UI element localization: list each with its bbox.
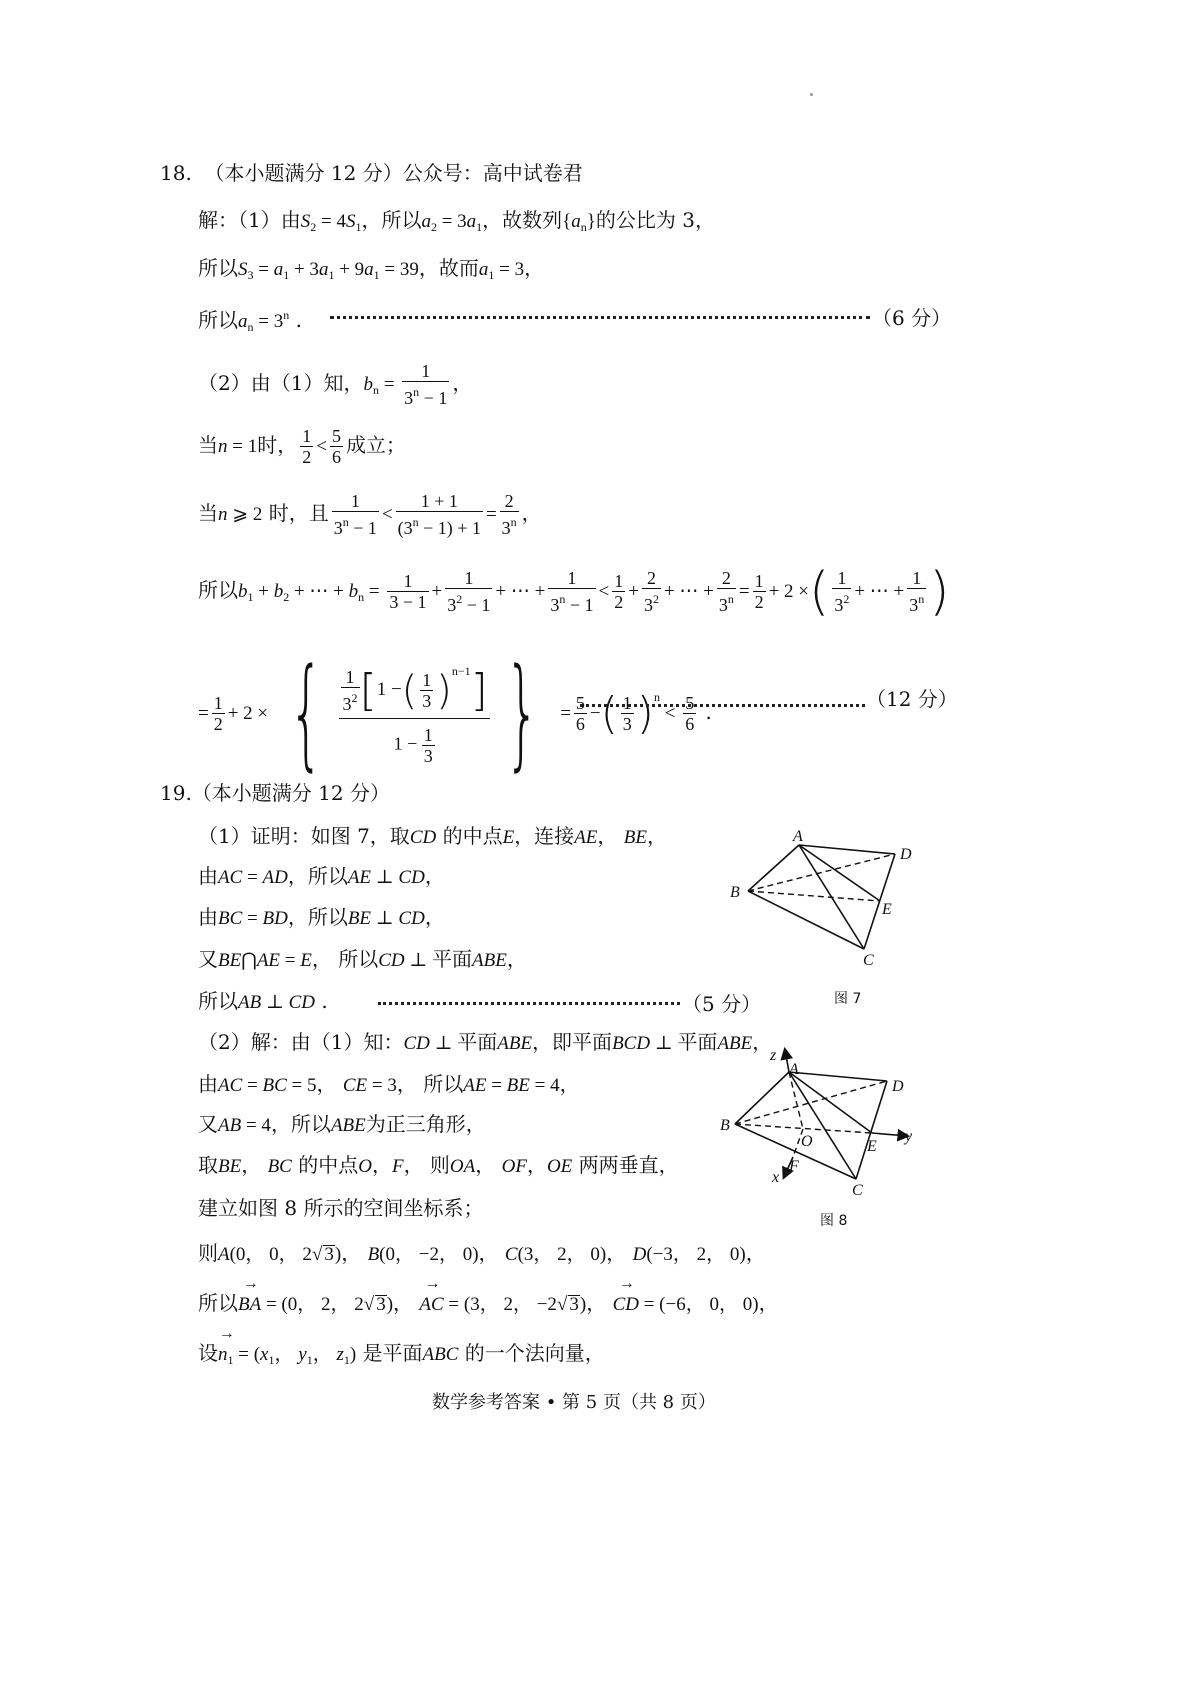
- q19-line-3: 由BC = BD，所以BE ⊥ CD，: [198, 905, 445, 929]
- fig8-label-C: C: [852, 1182, 863, 1199]
- q18-line-7: 所以$b_1 + b_2$ + ⋯ + $b_n$ = $\frac{1}{3 - 1}$ + $\frac{1}{3^2 - 1}$ + ⋯ + $\frac{1}{3^n - 1}$ < $\frac{1}{2}$ + $\frac{2}{3^2}$ + ⋯ + $\frac{2}{3^n}$ = $\frac{1}{2}$ + 2 ×( $\frac{1}{3^2}$ + ⋯ + $\frac{1}{3^n}$ ): [198, 561, 950, 622]
- q18-dot-leader-1: [330, 316, 870, 319]
- q19-number: 19.: [160, 781, 192, 805]
- fig7-edge-AE: [799, 845, 880, 901]
- q18-dot-leader-2: [580, 704, 865, 707]
- q18-line-4: （2）由（1）知，$b_n$ = $\frac{1}{3^n - 1}$ ，: [198, 361, 473, 408]
- q19-line-5: 所以AB ⊥ CD .: [198, 989, 328, 1013]
- fig8-edge-DC: [856, 1081, 887, 1179]
- q19-part2-label: （2）解：由（1）知：: [198, 1030, 404, 1054]
- q19-line-10: 建立如图 8 所示的空间坐标系；: [198, 1196, 484, 1220]
- fig8-label-D: D: [892, 1078, 904, 1095]
- fig8-label-A: A: [789, 1061, 799, 1078]
- fig7-edge-BD: [748, 854, 895, 891]
- q19-line-12: 所以→ BA = (0， 2， 2√ 3)， → AC = (3， 2， −2√ 3)， → CD = (−6， 0， 0)，: [198, 1290, 779, 1318]
- q18-line-6: 当n ⩾ 2 时，且 $\frac{1}{3^n - 1}$ < $\frac{1 + 1}{(3^n - 1) + 1}$ = $\frac{2}{3^n}$ ，: [198, 491, 542, 538]
- figure-8: [715, 1045, 955, 1225]
- fig8-label-F: F: [789, 1158, 799, 1175]
- q18-line-5: 当n = 1时， $\frac{1}{2}$ < $\frac{5}{6}$ 成立；: [198, 426, 406, 467]
- fig7-label-A: A: [793, 828, 803, 845]
- q19-line-8: 又AB = 4，所以ABE为正三角形，: [198, 1112, 486, 1136]
- q18-score-1: （6 分）: [872, 306, 952, 330]
- fig7-label-E: E: [882, 901, 892, 918]
- q18-n1-holds: 成立；: [345, 433, 406, 457]
- q18-score-2: （12 分）: [866, 687, 958, 711]
- fig7-label-B: B: [730, 884, 740, 901]
- q19-score-1: （5 分）: [682, 992, 762, 1016]
- fig7-edge-AB: [748, 845, 799, 891]
- q18-line-3: 所以$a_n = 3^n$ .: [198, 308, 302, 334]
- q19-line-13: 设→ $n_1 = (x_1$， $y_1$， $z_1$) 是平面ABC 的一个法向量，: [198, 1340, 605, 1373]
- q18-line-8: = $\frac{1}{2}$ + 2 × { $\frac{1}{3^2}$ [1 −( $\frac{1}{3}$ )$^{n-1}$] 1 − $\frac{1}{3}$ } = $\frac{5}{6}$ −( $\frac{1}{3}$ )$^n$ < $\frac{5}{6}$ .: [198, 643, 712, 783]
- figure-8-caption: 图 8: [820, 1213, 848, 1229]
- page-footer: 数学参考答案 • 第 5 页（共 8 页）: [432, 1392, 716, 1413]
- q19-line-9: 取BE， BC 的中点O，F， 则OA， OF，OE 两两垂直，: [198, 1153, 679, 1177]
- fig8-label-x: x: [772, 1169, 780, 1186]
- fig8-edge-AB: [735, 1072, 789, 1124]
- figure-7-caption: 图 7: [834, 991, 862, 1007]
- fig7-label-C: C: [863, 952, 874, 969]
- q19-dot-leader-1: [378, 1002, 680, 1005]
- fig8-label-B: B: [720, 1117, 730, 1134]
- fig8-label-E: E: [867, 1138, 877, 1155]
- q19-heading: [160, 780, 390, 806]
- fig7-edge-BE: [748, 891, 880, 901]
- q19-part1-label: （1）证明：如图 7，取: [198, 824, 410, 848]
- fig7-label-D: D: [900, 846, 912, 863]
- q18-line-1: 解：（1）由$S_2 = 4S_1$，所以$a_2 = 3a_1$，故数列$\{a_n\}$的公比为 3，: [198, 208, 716, 234]
- q18-number: 18.: [160, 161, 192, 185]
- q18-heading: [160, 160, 583, 186]
- fig7-edge-AD: [799, 845, 895, 854]
- corner-dot: [810, 93, 813, 96]
- q18-line-2: 所以$S_3 = a_1 + 3a_1 + 9a_1 = 39$，故而$a_1 = 3$，: [198, 256, 545, 282]
- q19-line-4: 又BE⋂AE = E， 所以CD ⊥ 平面ABE，: [198, 947, 527, 971]
- fig8-label-O: O: [801, 1133, 813, 1150]
- q18-header: （本小题满分 12 分）公众号：高中试卷君: [204, 161, 583, 185]
- fig8-label-z: z: [770, 1047, 777, 1064]
- q19-line-1: （1）证明：如图 7，取CD 的中点E，连接AE， BE，: [198, 824, 667, 848]
- q19-line-7: 由AC = BC = 5， CE = 3， 所以AE = BE = 4，: [198, 1072, 580, 1096]
- fig8-edge-AD: [789, 1072, 887, 1081]
- fig8-label-y: y: [905, 1128, 913, 1145]
- q19-header: （本小题满分 12 分）: [191, 781, 390, 805]
- q19-line-6: （2）解：由（1）知：CD ⊥ 平面ABE，即平面BCD ⊥ 平面ABE，: [198, 1030, 773, 1054]
- q19-line-11: 则A(0， 0， 2√ 3)， B(0， −2， 0)， C(3， 2， 0)， D(−3， 2， 0)，: [198, 1241, 766, 1265]
- q19-line-2: 由AC = AD，所以AE ⊥ CD，: [198, 864, 445, 888]
- fig8-axis-y: [872, 1133, 907, 1136]
- fig8-edge-BE: [735, 1124, 872, 1133]
